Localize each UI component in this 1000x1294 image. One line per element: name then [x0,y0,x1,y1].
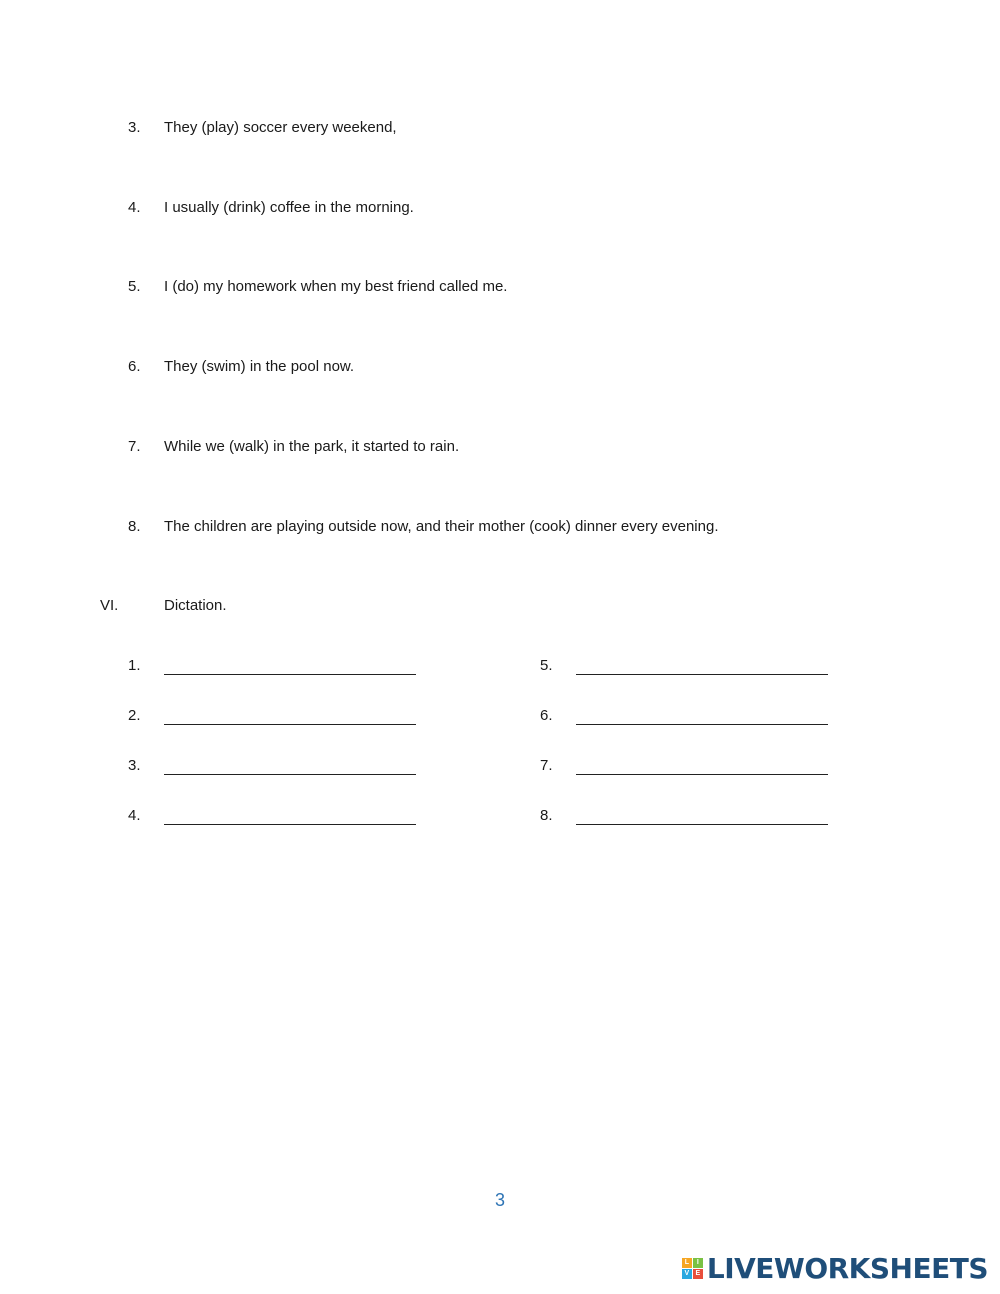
exercise-text: They (play) soccer every weekend, [164,119,397,136]
dictation-number: 1. [128,657,141,674]
section-title: Dictation. [164,597,227,614]
dictation-blank[interactable] [576,656,828,675]
dictation-blank[interactable] [164,656,416,675]
exercise-number: 6. [128,358,141,375]
exercise-text: I usually (drink) coffee in the morning. [164,199,414,216]
logo-letter: E [693,1269,703,1279]
dictation-blank[interactable] [164,806,416,825]
exercise-number: 4. [128,199,141,216]
dictation-blank[interactable] [164,706,416,725]
page-number: 3 [494,1190,505,1210]
dictation-number: 8. [540,807,553,824]
dictation-number: 4. [128,807,141,824]
exercise-number: 3. [128,119,141,136]
dictation-number: 7. [540,757,553,774]
exercise-text: The children are playing outside now, and their mother (cook) dinner every evening. [164,518,719,535]
exercise-text: While we (walk) in the park, it started to rain. [164,438,460,455]
section-number: VI. [100,597,119,614]
exercise-text: They (swim) in the pool now. [164,358,355,375]
exercise-number: 8. [128,518,141,535]
dictation-number: 2. [128,707,141,724]
liveworksheets-logo-icon [682,1258,703,1279]
dictation-blank[interactable] [576,706,828,725]
brand-name: LIVEWORKSHEETS [706,1252,988,1285]
exercise-number: 7. [128,438,141,455]
logo-letter: V [682,1269,692,1279]
logo-letter: I [693,1258,703,1268]
exercise-number: 5. [128,278,141,295]
logo-letter: L [682,1258,692,1268]
liveworksheets-brand[interactable] [682,1252,988,1285]
dictation-blank[interactable] [576,756,828,775]
exercise-text: I (do) my homework when my best friend called me. [164,278,508,295]
dictation-blank[interactable] [164,756,416,775]
dictation-blank[interactable] [576,806,828,825]
dictation-number: 3. [128,757,141,774]
dictation-number: 6. [540,707,553,724]
dictation-number: 5. [540,657,553,674]
